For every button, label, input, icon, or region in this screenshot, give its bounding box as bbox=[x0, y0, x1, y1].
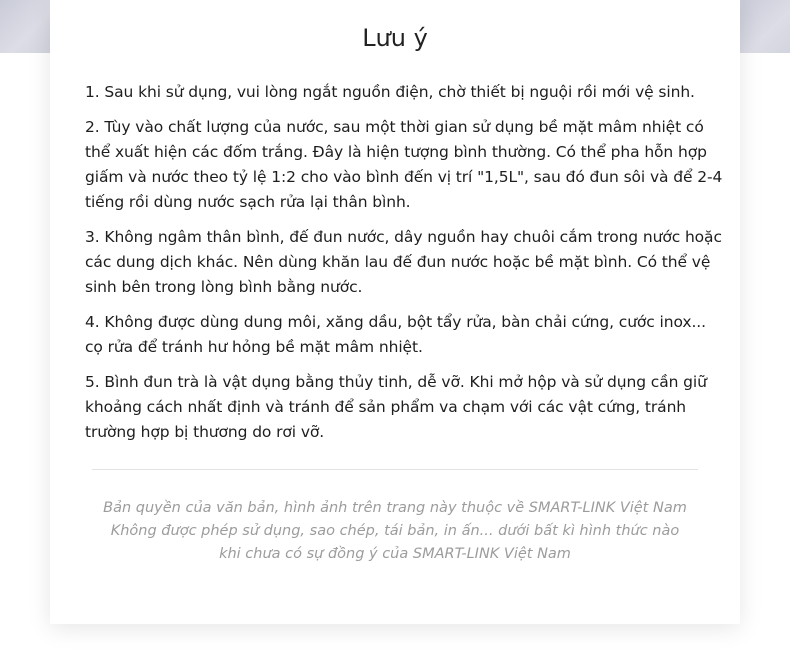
copyright-line: Bản quyền của văn bản, hình ảnh trên trang này thuộc về SMART-LINK Việt Nam bbox=[103, 500, 687, 516]
note-item: 2. Tùy vào chất lượng của nước, sau một thời gian sử dụng bề mặt mâm nhiệt có thể xuất hiện các đốm trắng. Đây là hiện tượng bình thường. Có thể pha hỗn hợp giấm và nước theo tỷ lệ 1:2 cho vào bình đến vị trí "1,5L", sau đó đun sôi và để 2-4 tiếng rồi dùng nước sạch rửa lại thân bình. bbox=[85, 118, 723, 211]
corner-decoration-left bbox=[0, 0, 52, 53]
divider bbox=[92, 469, 698, 470]
notes-list bbox=[85, 80, 725, 455]
note-item: 4. Không được dùng dung môi, xăng dầu, bột tẩy rửa, bàn chải cứng, cước inox... cọ rửa để tránh hư hỏng bề mặt mâm nhiệt. bbox=[85, 313, 706, 356]
page-title: Lưu ý bbox=[362, 24, 428, 52]
note-item: 3. Không ngâm thân bình, đế đun nước, dây nguồn hay chuôi cắm trong nước hoặc các dung dịch khác. Nên dùng khăn lau đế đun nước hoặc bề mặt bình. Có thể vệ sinh bên trong lòng bình bằng nước. bbox=[85, 228, 722, 296]
corner-decoration-right bbox=[740, 0, 790, 53]
note-item: 5. Bình đun trà là vật dụng bằng thủy tinh, dễ vỡ. Khi mở hộp và sử dụng cần giữ khoảng cách nhất định và tránh để sản phẩm va chạm với các vật cứng, tránh trường hợp bị thương do rơi vỡ. bbox=[85, 373, 707, 441]
notes-card bbox=[50, 0, 740, 624]
copyright-line: Không được phép sử dụng, sao chép, tái bản, in ấn... dưới bất kì hình thức nào bbox=[110, 523, 680, 539]
note-item: 1. Sau khi sử dụng, vui lòng ngắt nguồn điện, chờ thiết bị nguội rồi mới vệ sinh. bbox=[85, 83, 695, 101]
copyright-notice bbox=[50, 497, 740, 566]
copyright-line: khi chưa có sự đồng ý của SMART-LINK Việt Nam bbox=[219, 546, 571, 562]
